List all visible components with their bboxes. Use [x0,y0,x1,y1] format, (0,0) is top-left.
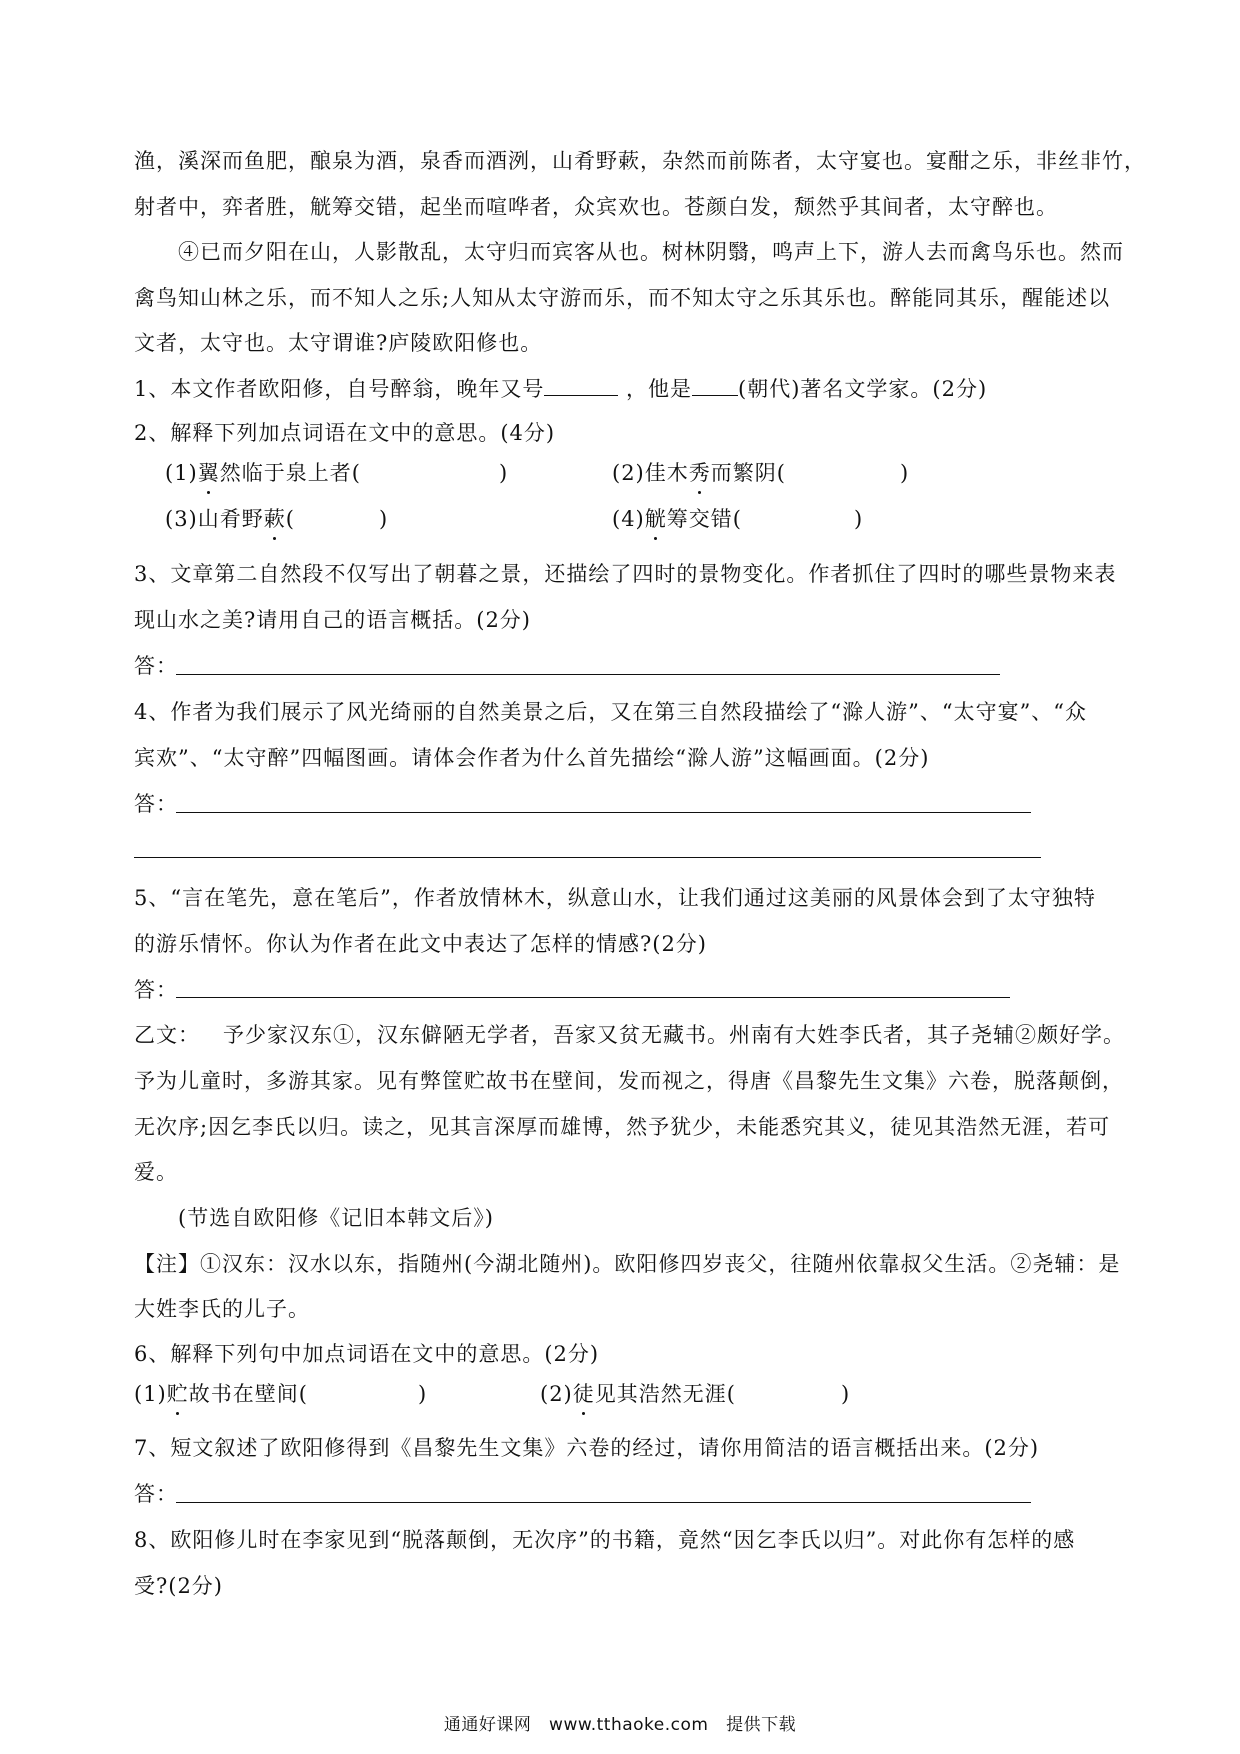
item-close: ) [498,461,509,485]
page-footer: 通通好课网 www.tthaoke.com 提供下载 [443,1715,797,1735]
item-label: (2) [540,1382,573,1406]
answer-line[interactable] [176,1502,1031,1503]
answer-line[interactable] [176,997,1010,998]
question-1 [134,375,987,403]
answer-line[interactable] [134,857,1041,858]
yi-passage-line: 乙文： 予少家汉东①，汉东僻陋无学者，吾家又贫无藏书。州南有大姓李氏者，其子尧辅②颇好学。 [134,1023,1126,1047]
item-close: ) [378,507,389,531]
item-close: ) [853,507,864,531]
passage-line: ④已而夕阳在山，人影散乱，太守归而宾客从也。树林阴翳，鸣声上下，游人去而禽鸟乐也。然而 [178,240,1124,264]
dotted-word: 秀 [688,461,711,485]
question-2-item-1 [165,459,508,487]
item-label: (4) [612,507,645,531]
answer-blank[interactable] [544,375,618,396]
answer-label: 答： [134,978,178,1002]
answer-label: 答： [134,1482,178,1506]
note-line: 大姓李氏的儿子。 [134,1297,310,1321]
item-text: 见其浩然无涯( [594,1382,736,1406]
yi-passage-line: 予为儿童时，多游其家。见有弊筐贮故书在壁间，发而视之，得唐《昌黎先生文集》六卷，脱落颠倒， [134,1069,1124,1093]
question-1-text-c: (朝代)著名文学家。(2分) [738,377,988,401]
answer-label: 答： [134,792,178,816]
question-6-item-2 [540,1380,850,1408]
dotted-word: 贮 [166,1382,189,1406]
item-text: 然临于泉上者( [219,461,361,485]
answer-label: 答： [134,654,178,678]
question-4-line: 宾欢”、“太守醉”四幅图画。请体会作者为什么首先描绘“滁人游”这幅画面。(2分) [134,746,930,770]
item-text: 故书在壁间( [188,1382,308,1406]
item-label: (1) [165,461,198,485]
answer-blank[interactable] [692,375,738,396]
question-6-stem: 6、解释下列句中加点词语在文中的意思。(2分) [134,1342,600,1366]
question-1-text-b: ，他是 [626,377,693,401]
dotted-word: 徒 [572,1382,595,1406]
item-text: 筹交错( [666,507,742,531]
question-8-line: 8、欧阳修儿时在李家见到“脱落颠倒，无次序”的书籍，竟然“因乞李氏以归”。对此你有怎样的感 [134,1528,1076,1552]
item-text: ( [285,507,295,531]
item-close: ) [899,461,910,485]
question-2-item-3 [165,505,388,533]
note-line: 【注】①汉东：汉水以东，指随州(今湖北随州)。欧阳修四岁丧父，往随州依靠叔父生活。②尧辅：是 [134,1252,1121,1276]
passage-line: 文者，太守也。太守谓谁?庐陵欧阳修也。 [134,331,543,355]
item-text: 而繁阴( [710,461,786,485]
question-7-line: 7、短文叙述了欧阳修得到《昌黎先生文集》六卷的经过，请你用简洁的语言概括出来。(2分) [134,1436,1040,1460]
question-2-item-2 [612,459,909,487]
yi-passage-line: 无次序;因乞李氏以归。读之，见其言深厚而雄博，然予犹少，未能悉究其义，徒见其浩然无涯，若可 [134,1115,1111,1139]
question-8-line: 受?(2分) [134,1574,224,1598]
dotted-word: 翼 [197,461,220,485]
answer-line[interactable] [176,812,1031,813]
question-1-text-a: 1、本文作者欧阳修，自号醉翁，晚年又号 [134,377,545,401]
dotted-word: 觥 [644,507,667,531]
question-4-line: 4、作者为我们展示了风光绮丽的自然美景之后，又在第三自然段描绘了“滁人游”、“太守宴”、“众 [134,700,1088,724]
yi-passage-line: 爱。 [134,1160,178,1184]
passage-line: 渔，溪深而鱼肥，酿泉为酒，泉香而酒洌，山肴野蔌，杂然而前陈者，太守宴也。宴酣之乐，非丝非竹， [134,149,1146,173]
item-label: (2)佳木 [612,461,689,485]
question-3-line: 3、文章第二自然段不仅写出了朝暮之景，还描绘了四时的景物变化。作者抓住了四时的哪些景物来表 [134,562,1117,586]
question-2-stem: 2、解释下列加点词语在文中的意思。(4分) [134,421,556,445]
item-close: ) [417,1382,428,1406]
question-5-line: 的游乐情怀。你认为作者在此文中表达了怎样的情感?(2分) [134,932,708,956]
passage-line: 禽鸟知山林之乐，而不知人之乐;人知从太守游而乐，而不知太守之乐其乐也。醉能同其乐，醒能述以 [134,286,1111,310]
question-3-line: 现山水之美?请用自己的语言概括。(2分) [134,608,532,632]
item-label: (1) [134,1382,167,1406]
question-5-line: 5、“言在笔先，意在笔后”，作者放情林木，纵意山水，让我们通过这美丽的风景体会到了太守独特 [134,886,1096,910]
question-6-item-1 [134,1380,427,1408]
passage-source: (节选自欧阳修《记旧本韩文后》) [178,1206,494,1230]
answer-line[interactable] [176,674,1000,675]
item-label: (3)山肴野 [165,507,264,531]
question-2-item-4 [612,505,863,533]
item-close: ) [840,1382,851,1406]
dotted-word: 蔌 [263,507,286,531]
passage-line: 射者中，弈者胜，觥筹交错，起坐而喧哗者，众宾欢也。苍颜白发，颓然乎其间者，太守醉也。 [134,195,1058,219]
